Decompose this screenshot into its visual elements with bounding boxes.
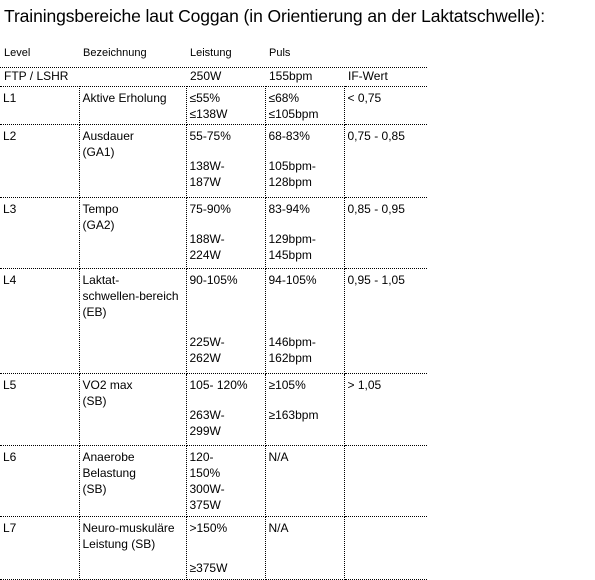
table-row — [0, 198, 427, 269]
leistung-watts: 225W- — [189, 335, 225, 349]
zone-name: Belastung — [82, 466, 136, 480]
cell-puls — [265, 446, 344, 517]
leistung-watts: 224W — [189, 248, 221, 262]
cell-puls — [265, 87, 344, 125]
cell-level: L2 — [0, 125, 79, 198]
cell-puls — [265, 269, 344, 374]
leistung-watts: 138W- — [189, 159, 225, 173]
cell-if: 0,95 - 1,05 — [344, 269, 427, 374]
table-row — [0, 125, 427, 198]
leistung-percent: ≤55% — [189, 91, 221, 105]
cell-if: > 1,05 — [344, 374, 427, 446]
cell-bezeichnung — [79, 446, 186, 517]
cell-bezeichnung — [79, 374, 186, 446]
zone-abbr: (GA2) — [82, 218, 115, 232]
cell-bezeichnung — [79, 87, 186, 125]
zone-name: Ausdauer — [82, 129, 134, 143]
leistung-percent: 75-90% — [189, 202, 231, 216]
ftp-if-label: IF-Wert — [348, 69, 388, 83]
cell-puls — [265, 517, 344, 580]
cell-if: 0,75 - 0,85 — [344, 125, 427, 198]
ftp-label: FTP / LSHR — [4, 69, 69, 83]
leistung-watts: 299W — [189, 424, 221, 438]
cell-if — [344, 446, 427, 517]
cell-bezeichnung — [79, 269, 186, 374]
leistung-watts: 263W- — [189, 408, 225, 422]
leistung-percent: 150% — [189, 466, 221, 480]
zone-name: Anaerobe — [82, 450, 135, 464]
leistung-watts: 375W — [189, 498, 221, 512]
cell-if — [344, 517, 427, 580]
cell-bezeichnung — [79, 125, 186, 198]
header-level: Level — [4, 47, 31, 59]
puls-percent: N/A — [268, 450, 289, 464]
header-bezeichnung: Bezeichnung — [83, 47, 147, 59]
header-puls: Puls — [269, 47, 291, 59]
cell-leistung — [186, 374, 265, 446]
cell-level: L3 — [0, 198, 79, 269]
training-zones-table — [0, 86, 427, 580]
zone-abbr: (GA1) — [82, 145, 115, 159]
cell-level: L7 — [0, 517, 79, 580]
leistung-watts: 188W- — [189, 232, 225, 246]
table-row — [0, 446, 427, 517]
leistung-watts: 300W- — [189, 482, 225, 496]
cell-leistung — [186, 198, 265, 269]
cell-puls — [265, 374, 344, 446]
cell-if: 0,85 - 0,95 — [344, 198, 427, 269]
cell-level: L1 — [0, 87, 79, 125]
puls-bpm: 128bpm — [268, 175, 312, 189]
table-row — [0, 87, 427, 125]
leistung-watts: 262W — [189, 351, 221, 365]
cell-level: L6 — [0, 446, 79, 517]
zone-abbr: (SB) — [82, 482, 107, 496]
cell-leistung — [186, 87, 265, 125]
puls-percent: ≤68% — [268, 91, 300, 105]
zone-abbr: (EB) — [82, 305, 107, 319]
puls-bpm: ≥163bpm — [268, 408, 319, 422]
leistung-percent: >150% — [189, 521, 228, 535]
table-row — [0, 517, 427, 580]
cell-if: < 0,75 — [344, 87, 427, 125]
puls-percent: N/A — [268, 521, 289, 535]
cell-level: L5 — [0, 374, 79, 446]
cell-bezeichnung — [79, 517, 186, 580]
zone-name: Laktat- — [82, 273, 120, 287]
page-title: Trainingsbereiche laut Coggan (in Orientierung an der Laktatschwelle): — [4, 6, 545, 26]
cell-leistung — [186, 446, 265, 517]
puls-bpm: 145bpm — [268, 248, 312, 262]
cell-level: L4 — [0, 269, 79, 374]
table-row — [0, 374, 427, 446]
header-divider — [0, 67, 427, 68]
zone-name: Leistung (SB) — [82, 537, 156, 551]
leistung-percent: 90-105% — [189, 273, 238, 287]
header-leistung: Leistung — [190, 47, 232, 59]
leistung-watts: 187W — [189, 175, 221, 189]
table-row — [0, 269, 427, 374]
cell-puls — [265, 198, 344, 269]
leistung-percent: 105- 120% — [189, 378, 248, 392]
puls-percent: 68-83% — [268, 129, 310, 143]
zone-name: Tempo — [82, 202, 119, 216]
cell-puls — [265, 125, 344, 198]
zone-name: schwellen-bereich — [82, 289, 179, 303]
zone-name: Neuro-muskuläre — [82, 521, 175, 535]
zone-name: Aktive Erholung — [82, 91, 167, 105]
cell-bezeichnung — [79, 198, 186, 269]
puls-percent: 94-105% — [268, 273, 317, 287]
puls-bpm: 146bpm- — [268, 335, 316, 349]
leistung-percent: 120- — [189, 450, 214, 464]
leistung-percent: 55-75% — [189, 129, 231, 143]
puls-bpm: 129bpm- — [268, 232, 316, 246]
ftp-leistung: 250W — [190, 69, 222, 83]
zone-name: VO2 max — [82, 378, 133, 392]
leistung-watts: ≤138W — [189, 107, 228, 121]
leistung-watts: ≥375W — [189, 561, 228, 575]
zone-abbr: (SB) — [82, 394, 107, 408]
cell-leistung — [186, 269, 265, 374]
ftp-puls: 155bpm — [269, 69, 313, 83]
puls-percent: ≥105% — [268, 378, 306, 392]
puls-bpm: 162bpm — [268, 351, 312, 365]
puls-bpm: ≤105bpm — [268, 107, 319, 121]
puls-bpm: 105bpm- — [268, 159, 316, 173]
cell-leistung — [186, 125, 265, 198]
puls-percent: 83-94% — [268, 202, 310, 216]
cell-leistung — [186, 517, 265, 580]
